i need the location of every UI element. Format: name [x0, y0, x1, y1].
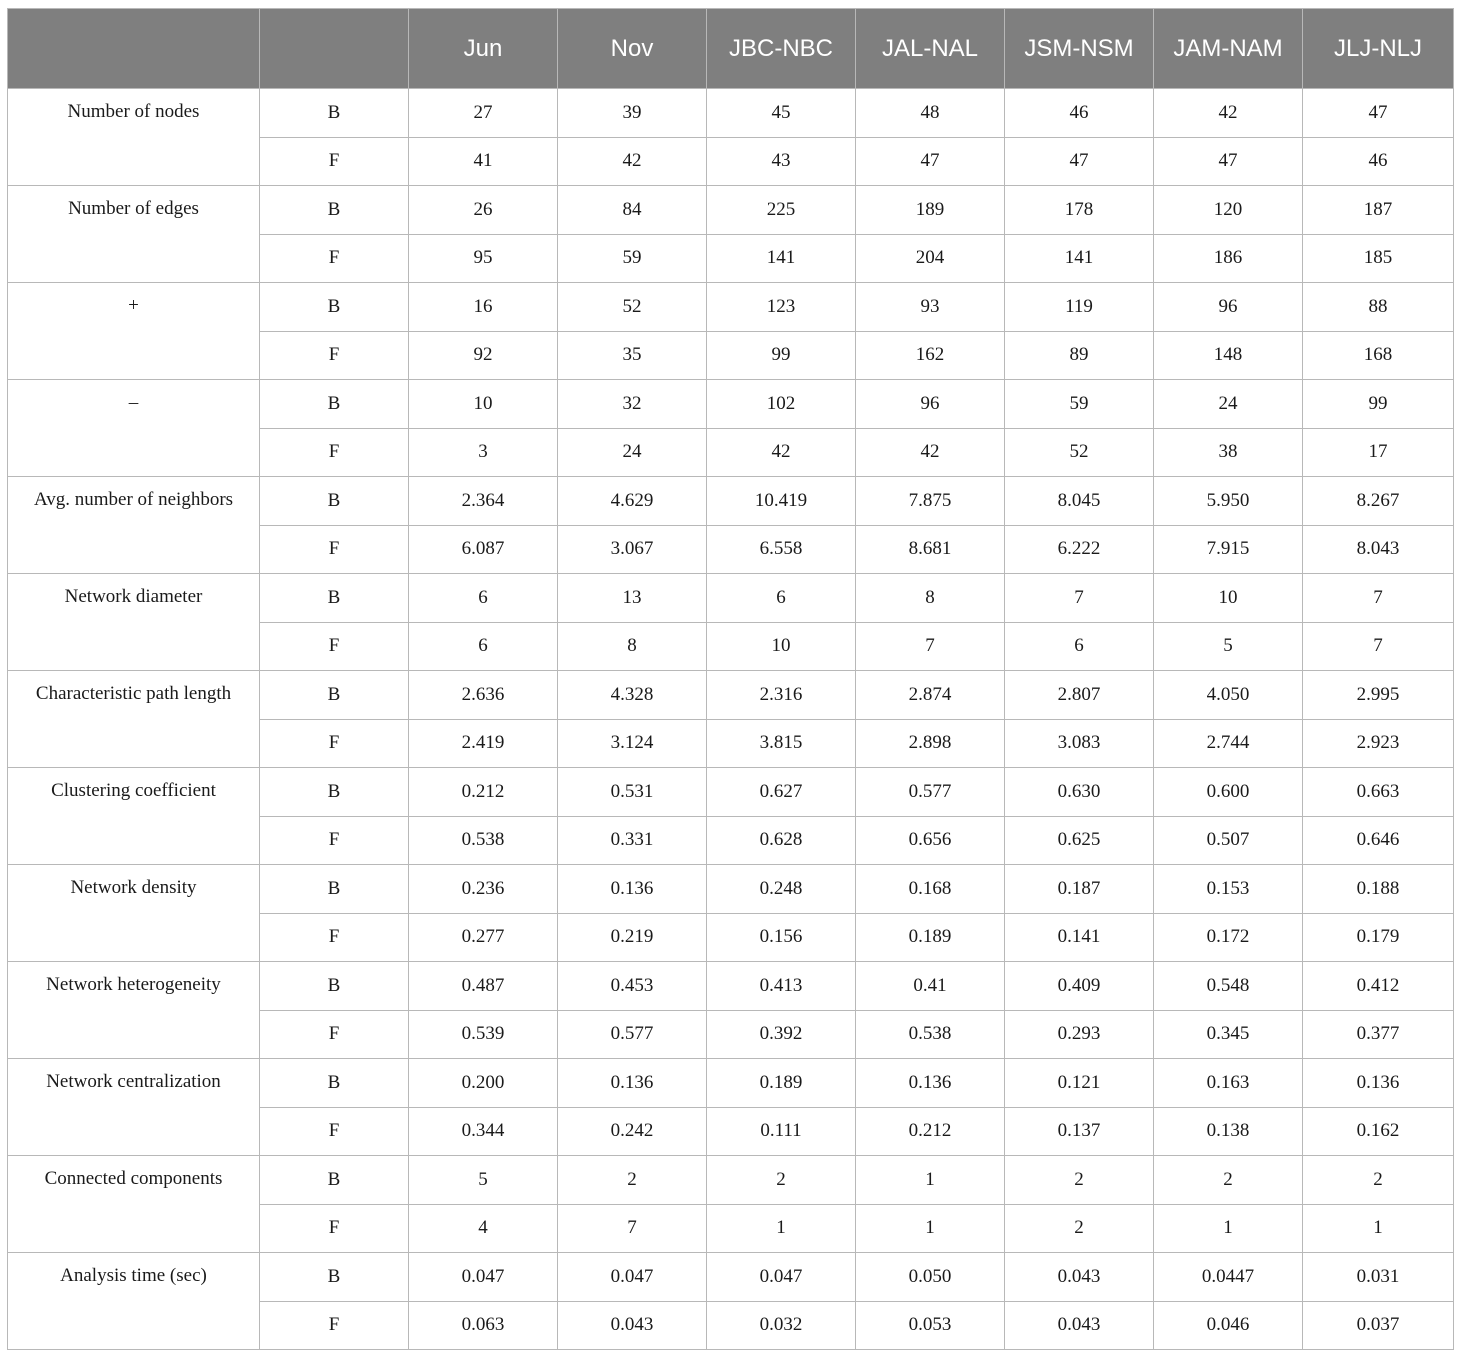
value-cell: 24	[1154, 380, 1303, 429]
group-cell: F	[260, 525, 409, 574]
value-cell: 141	[707, 234, 856, 283]
value-cell: 7	[558, 1204, 707, 1253]
value-cell: 0.656	[856, 816, 1005, 865]
value-cell: 43	[707, 137, 856, 186]
value-cell: 5	[409, 1156, 558, 1205]
value-cell: 2	[558, 1156, 707, 1205]
group-cell: F	[260, 331, 409, 380]
header-cell-group	[260, 9, 409, 89]
group-cell: B	[260, 1253, 409, 1302]
metric-label-cell: Network heterogeneity	[8, 962, 260, 1059]
value-cell: 48	[856, 89, 1005, 138]
value-cell: 2	[707, 1156, 856, 1205]
value-cell: 16	[409, 283, 558, 332]
value-cell: 0.507	[1154, 816, 1303, 865]
value-cell: 1	[856, 1156, 1005, 1205]
value-cell: 10	[409, 380, 558, 429]
group-cell: B	[260, 89, 409, 138]
header-cell-nov: Nov	[558, 9, 707, 89]
value-cell: 0.063	[409, 1301, 558, 1350]
value-cell: 1	[1154, 1204, 1303, 1253]
value-cell: 2.898	[856, 719, 1005, 768]
value-cell: 26	[409, 186, 558, 235]
value-cell: 32	[558, 380, 707, 429]
value-cell: 0.043	[1005, 1301, 1154, 1350]
value-cell: 0.487	[409, 962, 558, 1011]
value-cell: 0.293	[1005, 1010, 1154, 1059]
value-cell: 0.242	[558, 1107, 707, 1156]
value-cell: 0.136	[558, 1059, 707, 1108]
value-cell: 1	[1303, 1204, 1454, 1253]
value-cell: 0.050	[856, 1253, 1005, 1302]
value-cell: 0.032	[707, 1301, 856, 1350]
value-cell: 0.413	[707, 962, 856, 1011]
group-cell: F	[260, 137, 409, 186]
header-cell-jal-nal: JAL-NAL	[856, 9, 1005, 89]
value-cell: 6	[409, 574, 558, 623]
value-cell: 0.625	[1005, 816, 1154, 865]
value-cell: 120	[1154, 186, 1303, 235]
value-cell: 2.364	[409, 477, 558, 526]
value-cell: 225	[707, 186, 856, 235]
value-cell: 102	[707, 380, 856, 429]
value-cell: 0.41	[856, 962, 1005, 1011]
value-cell: 47	[1154, 137, 1303, 186]
value-cell: 7	[856, 622, 1005, 671]
value-cell: 8.045	[1005, 477, 1154, 526]
value-cell: 0.121	[1005, 1059, 1154, 1108]
metric-label-cell: Connected components	[8, 1156, 260, 1253]
header-cell-jsm-nsm: JSM-NSM	[1005, 9, 1154, 89]
value-cell: 39	[558, 89, 707, 138]
value-cell: 59	[558, 234, 707, 283]
group-cell: F	[260, 1301, 409, 1350]
value-cell: 6	[409, 622, 558, 671]
value-cell: 3.815	[707, 719, 856, 768]
value-cell: 0.630	[1005, 768, 1154, 817]
value-cell: 95	[409, 234, 558, 283]
group-cell: B	[260, 1156, 409, 1205]
metric-label-cell: Analysis time (sec)	[8, 1253, 260, 1350]
value-cell: 0.156	[707, 913, 856, 962]
value-cell: 7.875	[856, 477, 1005, 526]
value-cell: 0.0447	[1154, 1253, 1303, 1302]
table-row	[8, 574, 1454, 623]
table-row	[8, 768, 1454, 817]
value-cell: 0.043	[1005, 1253, 1154, 1302]
value-cell: 10.419	[707, 477, 856, 526]
group-cell: B	[260, 477, 409, 526]
value-cell: 46	[1303, 137, 1454, 186]
table-row	[8, 1059, 1454, 1108]
value-cell: 4.050	[1154, 671, 1303, 720]
metric-label-cell: Network centralization	[8, 1059, 260, 1156]
value-cell: 0.628	[707, 816, 856, 865]
value-cell: 0.212	[856, 1107, 1005, 1156]
value-cell: 0.043	[558, 1301, 707, 1350]
header-cell-jun: Jun	[409, 9, 558, 89]
value-cell: 2.419	[409, 719, 558, 768]
value-cell: 41	[409, 137, 558, 186]
value-cell: 35	[558, 331, 707, 380]
value-cell: 59	[1005, 380, 1154, 429]
value-cell: 1	[707, 1204, 856, 1253]
value-cell: 0.189	[856, 913, 1005, 962]
value-cell: 0.236	[409, 865, 558, 914]
value-cell: 185	[1303, 234, 1454, 283]
value-cell: 0.409	[1005, 962, 1154, 1011]
table-row	[8, 1156, 1454, 1205]
value-cell: 0.577	[558, 1010, 707, 1059]
value-cell: 0.412	[1303, 962, 1454, 1011]
value-cell: 0.538	[856, 1010, 1005, 1059]
table-row	[8, 1253, 1454, 1302]
metric-label-cell: Number of nodes	[8, 89, 260, 186]
group-cell: B	[260, 768, 409, 817]
group-cell: B	[260, 671, 409, 720]
value-cell: 0.168	[856, 865, 1005, 914]
value-cell: 0.189	[707, 1059, 856, 1108]
value-cell: 0.577	[856, 768, 1005, 817]
value-cell: 4	[409, 1204, 558, 1253]
header-cell-metric	[8, 9, 260, 89]
value-cell: 178	[1005, 186, 1154, 235]
value-cell: 2	[1005, 1156, 1154, 1205]
group-cell: B	[260, 1059, 409, 1108]
value-cell: 10	[707, 622, 856, 671]
value-cell: 0.188	[1303, 865, 1454, 914]
value-cell: 42	[707, 428, 856, 477]
group-cell: F	[260, 913, 409, 962]
value-cell: 0.377	[1303, 1010, 1454, 1059]
value-cell: 46	[1005, 89, 1154, 138]
metric-label-cell: –	[8, 380, 260, 477]
table-row	[8, 671, 1454, 720]
value-cell: 13	[558, 574, 707, 623]
table-header	[8, 9, 1454, 89]
value-cell: 0.136	[856, 1059, 1005, 1108]
value-cell: 0.153	[1154, 865, 1303, 914]
group-cell: F	[260, 1204, 409, 1253]
value-cell: 0.031	[1303, 1253, 1454, 1302]
value-cell: 7	[1005, 574, 1154, 623]
metric-label-cell: Network diameter	[8, 574, 260, 671]
value-cell: 24	[558, 428, 707, 477]
value-cell: 5.950	[1154, 477, 1303, 526]
value-cell: 0.111	[707, 1107, 856, 1156]
value-cell: 0.172	[1154, 913, 1303, 962]
value-cell: 0.538	[409, 816, 558, 865]
metric-label-cell: Clustering coefficient	[8, 768, 260, 865]
value-cell: 0.531	[558, 768, 707, 817]
value-cell: 17	[1303, 428, 1454, 477]
value-cell: 187	[1303, 186, 1454, 235]
value-cell: 4.629	[558, 477, 707, 526]
group-cell: F	[260, 816, 409, 865]
header-cell-jam-nam: JAM-NAM	[1154, 9, 1303, 89]
value-cell: 52	[1005, 428, 1154, 477]
value-cell: 42	[558, 137, 707, 186]
value-cell: 0.219	[558, 913, 707, 962]
table-row	[8, 477, 1454, 526]
group-cell: F	[260, 719, 409, 768]
value-cell: 168	[1303, 331, 1454, 380]
value-cell: 0.037	[1303, 1301, 1454, 1350]
value-cell: 0.539	[409, 1010, 558, 1059]
value-cell: 4.328	[558, 671, 707, 720]
value-cell: 162	[856, 331, 1005, 380]
value-cell: 84	[558, 186, 707, 235]
value-cell: 27	[409, 89, 558, 138]
group-cell: F	[260, 1107, 409, 1156]
value-cell: 89	[1005, 331, 1154, 380]
value-cell: 148	[1154, 331, 1303, 380]
value-cell: 96	[856, 380, 1005, 429]
value-cell: 6.222	[1005, 525, 1154, 574]
value-cell: 0.137	[1005, 1107, 1154, 1156]
value-cell: 0.248	[707, 865, 856, 914]
value-cell: 204	[856, 234, 1005, 283]
value-cell: 5	[1154, 622, 1303, 671]
value-cell: 8	[558, 622, 707, 671]
value-cell: 0.453	[558, 962, 707, 1011]
table-row	[8, 865, 1454, 914]
value-cell: 6	[1005, 622, 1154, 671]
value-cell: 2.807	[1005, 671, 1154, 720]
value-cell: 0.136	[1303, 1059, 1454, 1108]
header-row	[8, 9, 1454, 89]
value-cell: 92	[409, 331, 558, 380]
value-cell: 0.600	[1154, 768, 1303, 817]
value-cell: 47	[856, 137, 1005, 186]
value-cell: 189	[856, 186, 1005, 235]
value-cell: 7	[1303, 622, 1454, 671]
value-cell: 6.558	[707, 525, 856, 574]
value-cell: 0.344	[409, 1107, 558, 1156]
value-cell: 6.087	[409, 525, 558, 574]
value-cell: 0.136	[558, 865, 707, 914]
value-cell: 0.331	[558, 816, 707, 865]
group-cell: B	[260, 186, 409, 235]
metric-label-cell: Number of edges	[8, 186, 260, 283]
value-cell: 0.187	[1005, 865, 1154, 914]
value-cell: 1	[856, 1204, 1005, 1253]
group-cell: B	[260, 380, 409, 429]
value-cell: 3.083	[1005, 719, 1154, 768]
table-row	[8, 380, 1454, 429]
value-cell: 88	[1303, 283, 1454, 332]
value-cell: 119	[1005, 283, 1154, 332]
value-cell: 2.316	[707, 671, 856, 720]
group-cell: F	[260, 1010, 409, 1059]
group-cell: B	[260, 574, 409, 623]
table-body	[8, 89, 1454, 1350]
value-cell: 8	[856, 574, 1005, 623]
value-cell: 42	[1154, 89, 1303, 138]
value-cell: 8.681	[856, 525, 1005, 574]
value-cell: 0.046	[1154, 1301, 1303, 1350]
value-cell: 3	[409, 428, 558, 477]
group-cell: B	[260, 283, 409, 332]
metric-label-cell: Avg. number of neighbors	[8, 477, 260, 574]
metric-label-cell: Network density	[8, 865, 260, 962]
value-cell: 0.047	[409, 1253, 558, 1302]
value-cell: 2.636	[409, 671, 558, 720]
value-cell: 0.138	[1154, 1107, 1303, 1156]
value-cell: 3.124	[558, 719, 707, 768]
header-cell-jbc-nbc: JBC-NBC	[707, 9, 856, 89]
metric-label-cell: +	[8, 283, 260, 380]
value-cell: 2.874	[856, 671, 1005, 720]
value-cell: 0.141	[1005, 913, 1154, 962]
value-cell: 0.053	[856, 1301, 1005, 1350]
value-cell: 0.179	[1303, 913, 1454, 962]
value-cell: 2.923	[1303, 719, 1454, 768]
value-cell: 141	[1005, 234, 1154, 283]
value-cell: 7.915	[1154, 525, 1303, 574]
value-cell: 2.744	[1154, 719, 1303, 768]
value-cell: 45	[707, 89, 856, 138]
value-cell: 123	[707, 283, 856, 332]
value-cell: 47	[1303, 89, 1454, 138]
value-cell: 186	[1154, 234, 1303, 283]
header-cell-jlj-nlj: JLJ-NLJ	[1303, 9, 1454, 89]
value-cell: 47	[1005, 137, 1154, 186]
value-cell: 42	[856, 428, 1005, 477]
value-cell: 7	[1303, 574, 1454, 623]
value-cell: 2	[1154, 1156, 1303, 1205]
value-cell: 0.277	[409, 913, 558, 962]
table-row	[8, 89, 1454, 138]
value-cell: 99	[707, 331, 856, 380]
value-cell: 0.627	[707, 768, 856, 817]
value-cell: 0.047	[558, 1253, 707, 1302]
value-cell: 52	[558, 283, 707, 332]
value-cell: 0.212	[409, 768, 558, 817]
group-cell: F	[260, 234, 409, 283]
value-cell: 0.163	[1154, 1059, 1303, 1108]
value-cell: 96	[1154, 283, 1303, 332]
value-cell: 0.200	[409, 1059, 558, 1108]
value-cell: 0.162	[1303, 1107, 1454, 1156]
group-cell: B	[260, 865, 409, 914]
value-cell: 2	[1005, 1204, 1154, 1253]
value-cell: 0.548	[1154, 962, 1303, 1011]
value-cell: 93	[856, 283, 1005, 332]
value-cell: 6	[707, 574, 856, 623]
value-cell: 8.267	[1303, 477, 1454, 526]
value-cell: 0.646	[1303, 816, 1454, 865]
value-cell: 0.047	[707, 1253, 856, 1302]
value-cell: 2.995	[1303, 671, 1454, 720]
group-cell: F	[260, 622, 409, 671]
value-cell: 0.392	[707, 1010, 856, 1059]
value-cell: 38	[1154, 428, 1303, 477]
value-cell: 0.345	[1154, 1010, 1303, 1059]
value-cell: 3.067	[558, 525, 707, 574]
value-cell: 0.663	[1303, 768, 1454, 817]
group-cell: F	[260, 428, 409, 477]
value-cell: 2	[1303, 1156, 1454, 1205]
value-cell: 99	[1303, 380, 1454, 429]
table-row	[8, 962, 1454, 1011]
table-row	[8, 186, 1454, 235]
value-cell: 8.043	[1303, 525, 1454, 574]
value-cell: 10	[1154, 574, 1303, 623]
group-cell: B	[260, 962, 409, 1011]
table-row	[8, 283, 1454, 332]
network-metrics-table	[7, 8, 1454, 1350]
metric-label-cell: Characteristic path length	[8, 671, 260, 768]
